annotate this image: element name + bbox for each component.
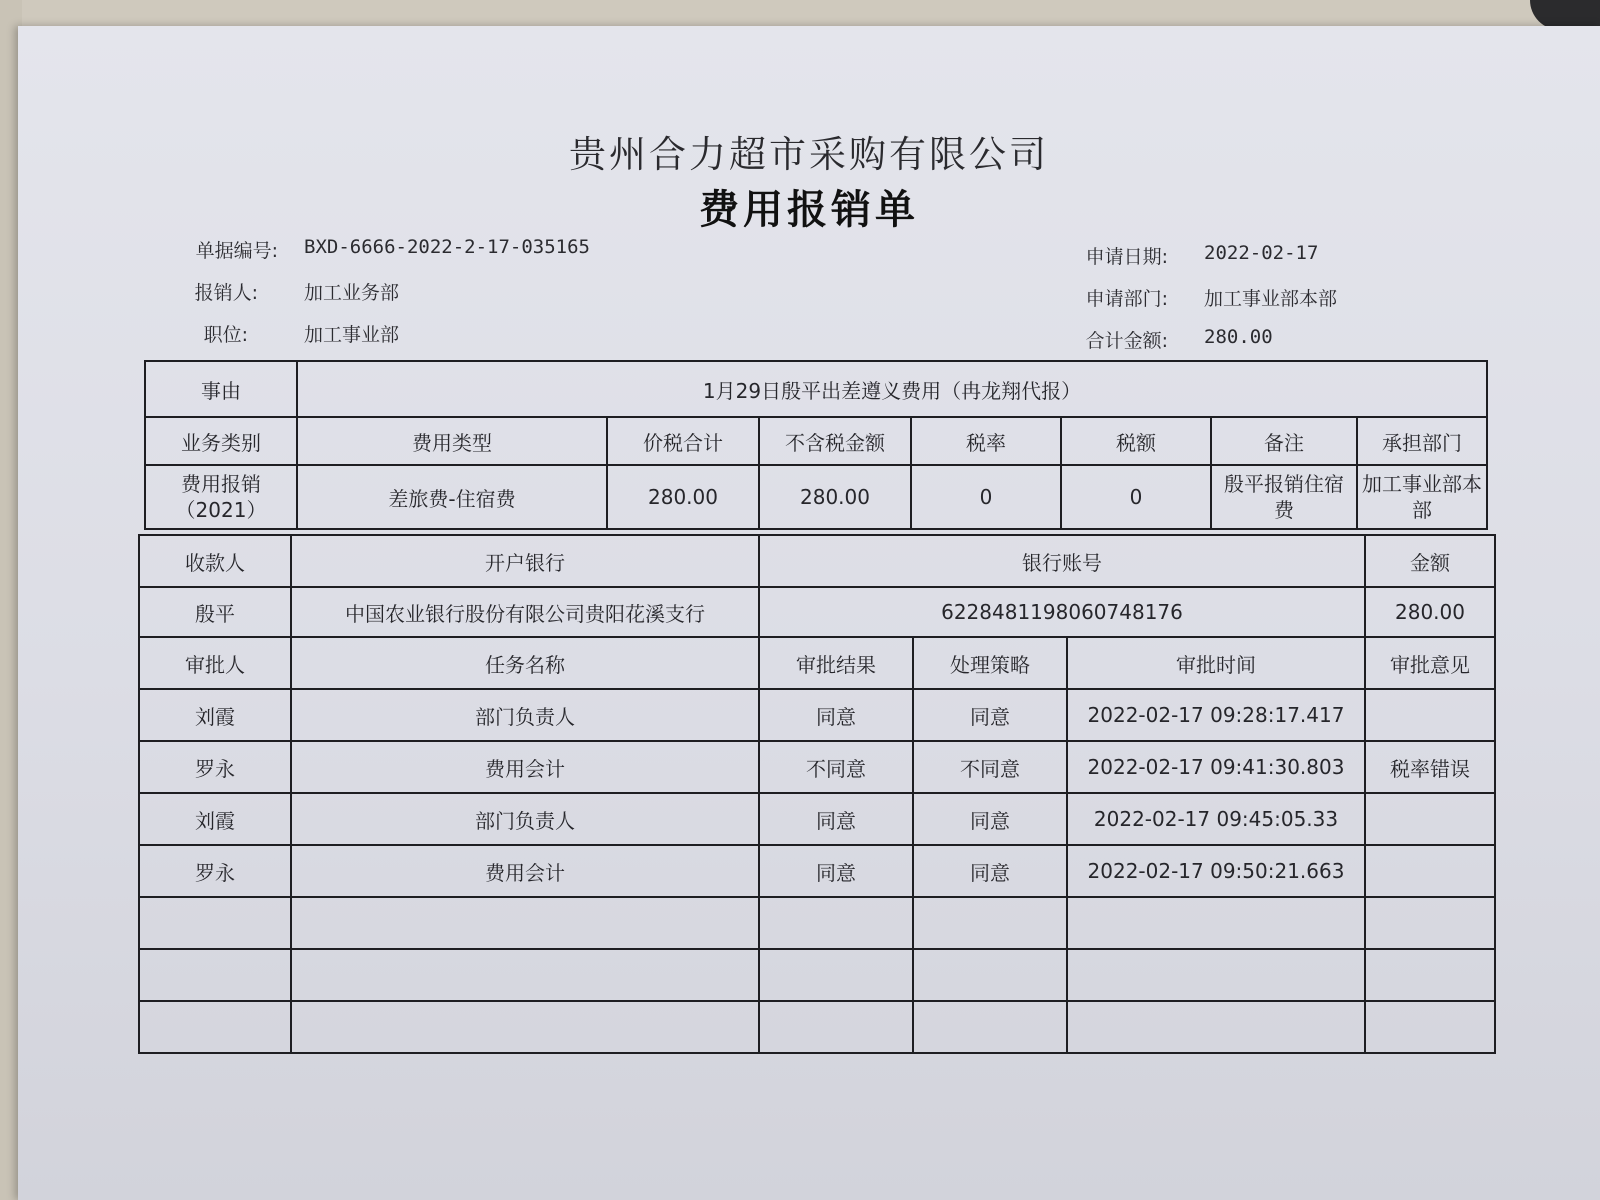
approval-time: 2022-02-17 09:50:21.663 xyxy=(1067,845,1365,897)
approval-strategy: 同意 xyxy=(913,845,1067,897)
col-header-result: 审批结果 xyxy=(759,637,913,689)
total-label: 合计金额: xyxy=(1085,330,1168,352)
approval-result: 同意 xyxy=(759,793,913,845)
approval-comment xyxy=(1365,845,1495,897)
task-name: 部门负责人 xyxy=(291,793,759,845)
doc-no-label: 单据编号: xyxy=(195,240,278,262)
approval-time: 2022-02-17 09:45:05.33 xyxy=(1067,793,1365,845)
paper-sheet xyxy=(18,26,1600,1200)
payment-amount: 280.00 xyxy=(1365,587,1495,637)
table-row xyxy=(139,845,1495,897)
expense-amount-ex-tax: 280.00 xyxy=(759,465,911,529)
expense-tax-amount: 0 xyxy=(1061,465,1211,529)
expense-dept: 加工事业部本部 xyxy=(1357,465,1487,529)
approval-strategy: 不同意 xyxy=(913,741,1067,793)
approval-header-row xyxy=(139,637,1495,689)
table-row xyxy=(139,793,1495,845)
col-header-total-with-tax: 价税合计 xyxy=(607,417,759,465)
expense-table xyxy=(144,360,1488,530)
bank-account: 6228481198060748176 xyxy=(759,587,1365,637)
approver: 罗永 xyxy=(139,741,291,793)
col-header-bank: 开户银行 xyxy=(291,535,759,587)
approval-result: 不同意 xyxy=(759,741,913,793)
col-header-account: 银行账号 xyxy=(759,535,1365,587)
approver: 刘霞 xyxy=(139,689,291,741)
approval-result: 同意 xyxy=(759,689,913,741)
col-header-category: 业务类别 xyxy=(145,417,297,465)
payment-row xyxy=(139,587,1495,637)
position-value: 加工事业部 xyxy=(304,324,400,346)
reason-row xyxy=(145,361,1487,417)
col-header-tax-amount: 税额 xyxy=(1061,417,1211,465)
bank-name: 中国农业银行股份有限公司贵阳花溪支行 xyxy=(291,587,759,637)
table-row xyxy=(139,741,1495,793)
col-header-payee: 收款人 xyxy=(139,535,291,587)
expense-total-with-tax: 280.00 xyxy=(607,465,759,529)
col-header-time: 审批时间 xyxy=(1067,637,1365,689)
col-header-amount: 金额 xyxy=(1365,535,1495,587)
position-label: 职位: xyxy=(203,324,248,346)
col-header-strategy: 处理策略 xyxy=(913,637,1067,689)
approval-comment xyxy=(1365,689,1495,741)
task-name: 费用会计 xyxy=(291,845,759,897)
col-header-comment: 审批意见 xyxy=(1365,637,1495,689)
approval-result: 同意 xyxy=(759,845,913,897)
payment-header-row xyxy=(139,535,1495,587)
approval-time: 2022-02-17 09:28:17.417 xyxy=(1067,689,1365,741)
col-header-note: 备注 xyxy=(1211,417,1357,465)
col-header-dept: 承担部门 xyxy=(1357,417,1487,465)
approver: 刘霞 xyxy=(139,793,291,845)
expense-type: 差旅费-住宿费 xyxy=(297,465,607,529)
claimant-label: 报销人: xyxy=(194,282,258,304)
apply-date-value: 2022-02-17 xyxy=(1204,242,1319,264)
task-name: 费用会计 xyxy=(291,741,759,793)
payee: 殷平 xyxy=(139,587,291,637)
expense-row xyxy=(145,465,1487,529)
approval-strategy: 同意 xyxy=(913,689,1067,741)
apply-dept-value: 加工事业部本部 xyxy=(1204,288,1338,310)
reason-text: 1月29日殷平出差遵义费用（冉龙翔代报） xyxy=(297,361,1487,417)
empty-row xyxy=(139,1001,1495,1053)
doc-no-value: BXD-6666-2022-2-17-035165 xyxy=(304,236,590,258)
approval-comment xyxy=(1365,793,1495,845)
expense-note: 殷平报销住宿费 xyxy=(1211,465,1357,529)
claimant-value: 加工业务部 xyxy=(304,282,400,304)
approval-comment: 税率错误 xyxy=(1365,741,1495,793)
col-header-approver: 审批人 xyxy=(139,637,291,689)
col-header-task: 任务名称 xyxy=(291,637,759,689)
expense-category: 费用报销（2021） xyxy=(145,465,297,529)
expense-header-row xyxy=(145,417,1487,465)
reason-label: 事由 xyxy=(145,361,297,417)
apply-date-label: 申请日期: xyxy=(1085,246,1168,268)
company-name: 贵州合力超市采购有限公司 xyxy=(569,133,1049,176)
approval-table xyxy=(138,534,1496,1054)
empty-row xyxy=(139,897,1495,949)
apply-dept-label: 申请部门: xyxy=(1085,288,1168,310)
approval-time: 2022-02-17 09:41:30.803 xyxy=(1067,741,1365,793)
col-header-amount-ex-tax: 不含税金额 xyxy=(759,417,911,465)
approval-strategy: 同意 xyxy=(913,793,1067,845)
approver: 罗永 xyxy=(139,845,291,897)
expense-tax-rate: 0 xyxy=(911,465,1061,529)
col-header-type: 费用类型 xyxy=(297,417,607,465)
document-title: 费用报销单 xyxy=(699,187,919,233)
task-name: 部门负责人 xyxy=(291,689,759,741)
col-header-tax-rate: 税率 xyxy=(911,417,1061,465)
total-value: 280.00 xyxy=(1204,326,1273,348)
table-row xyxy=(139,689,1495,741)
empty-row xyxy=(139,949,1495,1001)
